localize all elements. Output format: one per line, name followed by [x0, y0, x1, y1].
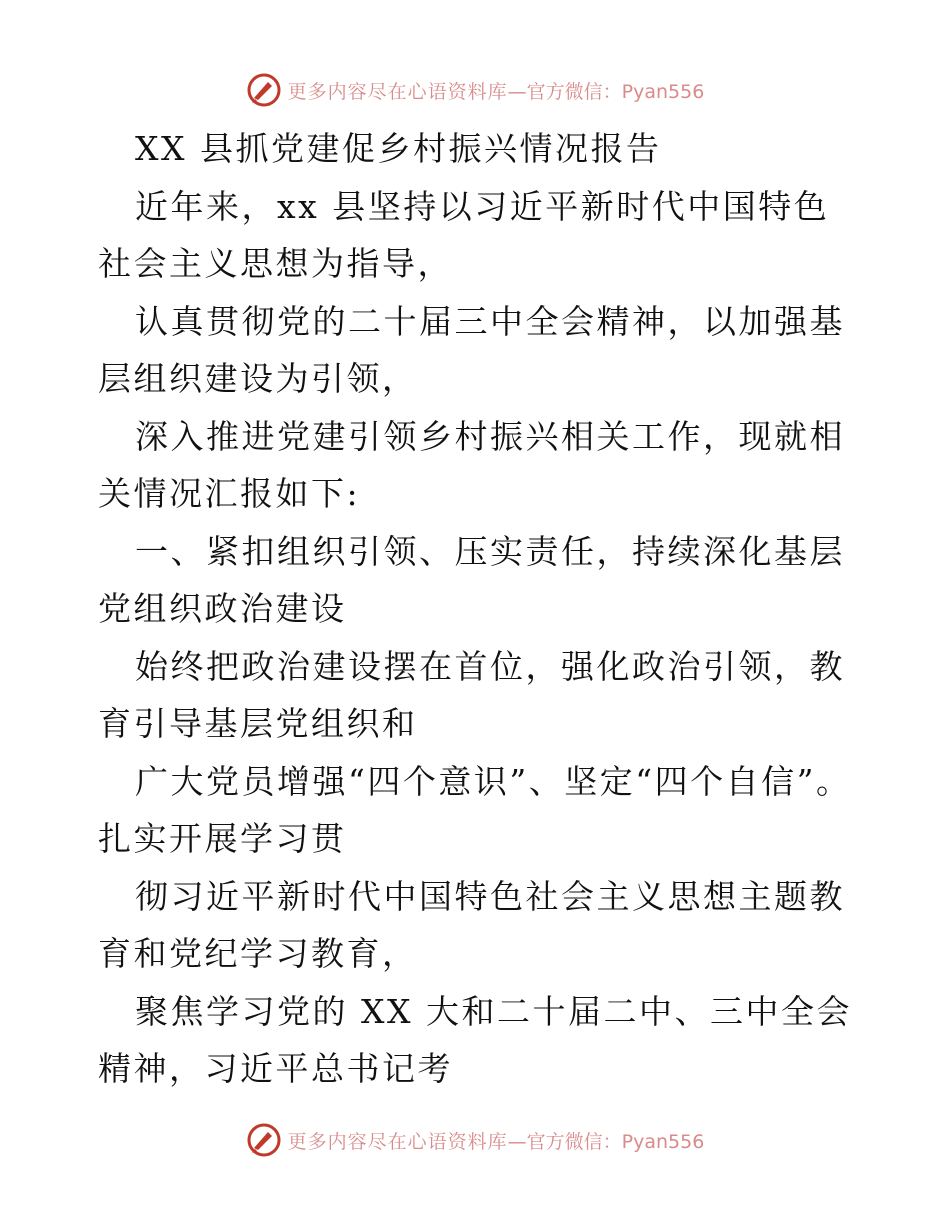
paragraph: 认真贯彻党的二十届三中全会精神，以加强基层组织建设为引领， [98, 301, 845, 398]
paragraph: 聚焦学习党的 XX 大和二十届二中、三中全会精神，习近平总书记考 [98, 991, 852, 1088]
watermark-text: 更多内容尽在心语资料库 [287, 1130, 508, 1153]
paragraph: 深入推进党建引领乡村振兴相关工作，现就相关情况汇报如下: [98, 416, 845, 513]
watermark-contact: —官方微信：Pyan556 [507, 1130, 705, 1153]
pen-logo-icon [246, 1122, 282, 1158]
document-body [98, 120, 858, 1098]
watermark-contact: —官方微信：Pyan556 [507, 80, 705, 103]
paragraph: 始终把政治建设摆在首位，强化政治引领，教育引导基层党组织和 [98, 646, 845, 743]
paragraph: 广大党员增强“四个意识”、坚定“四个自信”。扎实开展学习贯 [98, 761, 852, 858]
document-title: XX 县抓党建促乡村振兴情况报告 [135, 129, 662, 168]
pen-logo-icon [246, 72, 282, 108]
section-heading: 一、紧扣组织引领、压实责任，持续深化基层党组织政治建设 [98, 531, 845, 628]
watermark-text: 更多内容尽在心语资料库 [287, 80, 508, 103]
paragraph: 近年来，xx 县坚持以习近平新时代中国特色社会主义思想为指导， [98, 186, 830, 283]
watermark-banner-top [0, 70, 950, 110]
watermark-banner-bottom [0, 1120, 950, 1160]
paragraph: 彻习近平新时代中国特色社会主义思想主题教育和党纪学习教育， [98, 876, 845, 973]
